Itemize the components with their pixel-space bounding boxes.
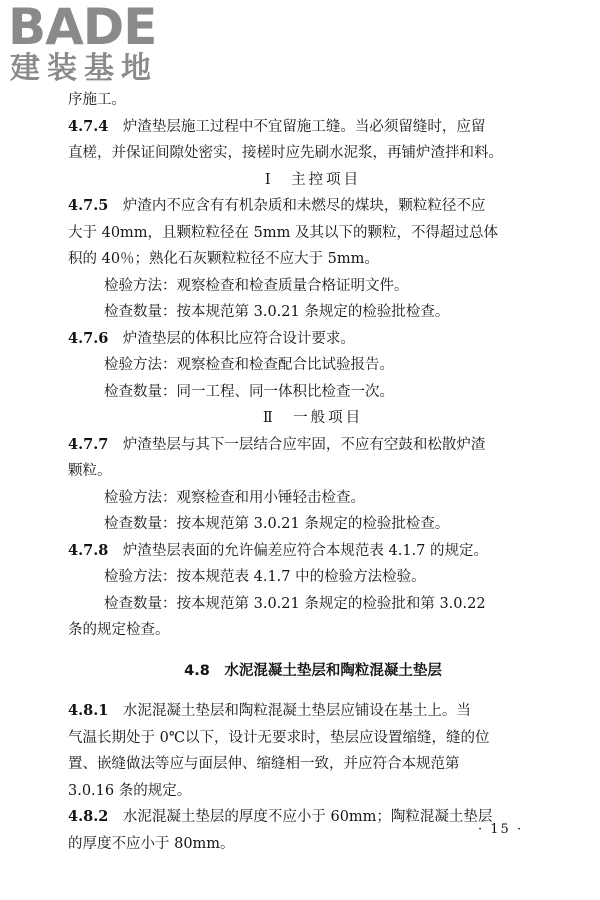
text-line: 3.0.16 条的规定。 bbox=[68, 782, 192, 799]
clause-text: 炉渣垫层施工过程中不宜留施工缝。当必须留缝时，应留 bbox=[122, 118, 486, 135]
bade-logo bbox=[8, 2, 178, 88]
clause-4-8-1 bbox=[68, 698, 558, 725]
clause-number: 4.8.1 bbox=[68, 702, 109, 719]
inspection-quantity: 检查数量：按本规范第 3.0.21 条规定的检验批检查。 bbox=[104, 304, 450, 320]
clause-text: 水泥混凝土垫层的厚度不应小于 60mm；陶粒混凝土垫层 bbox=[122, 809, 493, 825]
clause-text: 炉渣垫层的体积比应符合设计要求。 bbox=[122, 330, 355, 347]
clause-text: 炉渣垫层表面的允许偏差应符合本规范表 4.1.7 的规定。 bbox=[122, 542, 488, 559]
clause-number: 4.7.7 bbox=[68, 435, 109, 453]
text-line: 序施工。 bbox=[68, 92, 126, 108]
clause-text: 炉渣垫层与其下一层结合应牢固，不应有空鼓和松散炉渣 bbox=[122, 436, 486, 453]
logo-subtitle: 建装基地 bbox=[10, 51, 158, 86]
clause-text: 炉渣内不应含有有机杂质和未燃尽的煤块，颗粒粒径不应 bbox=[122, 198, 486, 214]
text-line: 气温长期处于 0℃以下，设计无要求时，垫层应设置缩缝，缝的位 bbox=[68, 729, 490, 746]
inspection-quantity: 检查数量：按本规范第 3.0.21 条规定的检验批和第 3.0.22 bbox=[104, 595, 486, 612]
clause-number: 4.8.2 bbox=[68, 808, 109, 825]
page-number: · 15 · bbox=[478, 822, 524, 837]
inspection-method: 检验方法：观察检查和用小锤轻击检查。 bbox=[104, 489, 365, 506]
clause-4-7-6 bbox=[68, 326, 558, 353]
clause-number: 4.7.5 bbox=[68, 197, 109, 214]
text-line: 积的 40％；熟化石灰颗粒粒径不应大于 5mm。 bbox=[68, 251, 379, 267]
text-line: 的厚度不应小于 80mm。 bbox=[68, 835, 235, 852]
clause-number: 4.7.8 bbox=[68, 541, 109, 559]
clause-number: 4.7.4 bbox=[68, 117, 109, 135]
clause-4-7-5 bbox=[68, 193, 558, 220]
clause-4-7-8 bbox=[68, 538, 558, 565]
heading-main-items: Ⅰ 主控项目 bbox=[264, 171, 362, 188]
logo-wordmark: BADE bbox=[8, 0, 157, 56]
inspection-method: 检验方法：按本规范表 4.1.7 中的检验方法检验。 bbox=[104, 569, 426, 585]
text-line: 颗粒。 bbox=[68, 463, 112, 479]
section-heading-4-8: 4.8 水泥混凝土垫层和陶粒混凝土垫层 bbox=[184, 662, 442, 679]
clause-text: 水泥混凝土垫层和陶粒混凝土垫层应铺设在基土上。当 bbox=[122, 703, 471, 719]
text-line: 大于 40mm，且颗粒粒径在 5mm 及其以下的颗粒，不得超过总体 bbox=[68, 224, 498, 241]
inspection-method: 检验方法：观察检查和检查质量合格证明文件。 bbox=[104, 277, 409, 294]
clause-4-7-7 bbox=[68, 432, 558, 459]
text-line: 置、嵌缝做法等应与面层伸、缩缝相一致，并应符合本规范第 bbox=[68, 756, 460, 772]
inspection-quantity: 检查数量：同一工程、同一体积比检查一次。 bbox=[104, 383, 394, 400]
document-body bbox=[68, 88, 558, 857]
text-line: 条的规定检查。 bbox=[68, 622, 170, 638]
clause-number: 4.7.6 bbox=[68, 329, 109, 347]
heading-general-items: Ⅱ 一般项目 bbox=[262, 410, 364, 426]
inspection-method: 检验方法：观察检查和检查配合比试验报告。 bbox=[104, 357, 394, 373]
inspection-quantity: 检查数量：按本规范第 3.0.21 条规定的检验批检查。 bbox=[104, 516, 450, 532]
text-line: 直槎，并保证间隙处密实，接槎时应先刷水泥浆，再铺炉渣拌和料。 bbox=[68, 145, 503, 161]
clause-4-7-4 bbox=[68, 114, 558, 141]
